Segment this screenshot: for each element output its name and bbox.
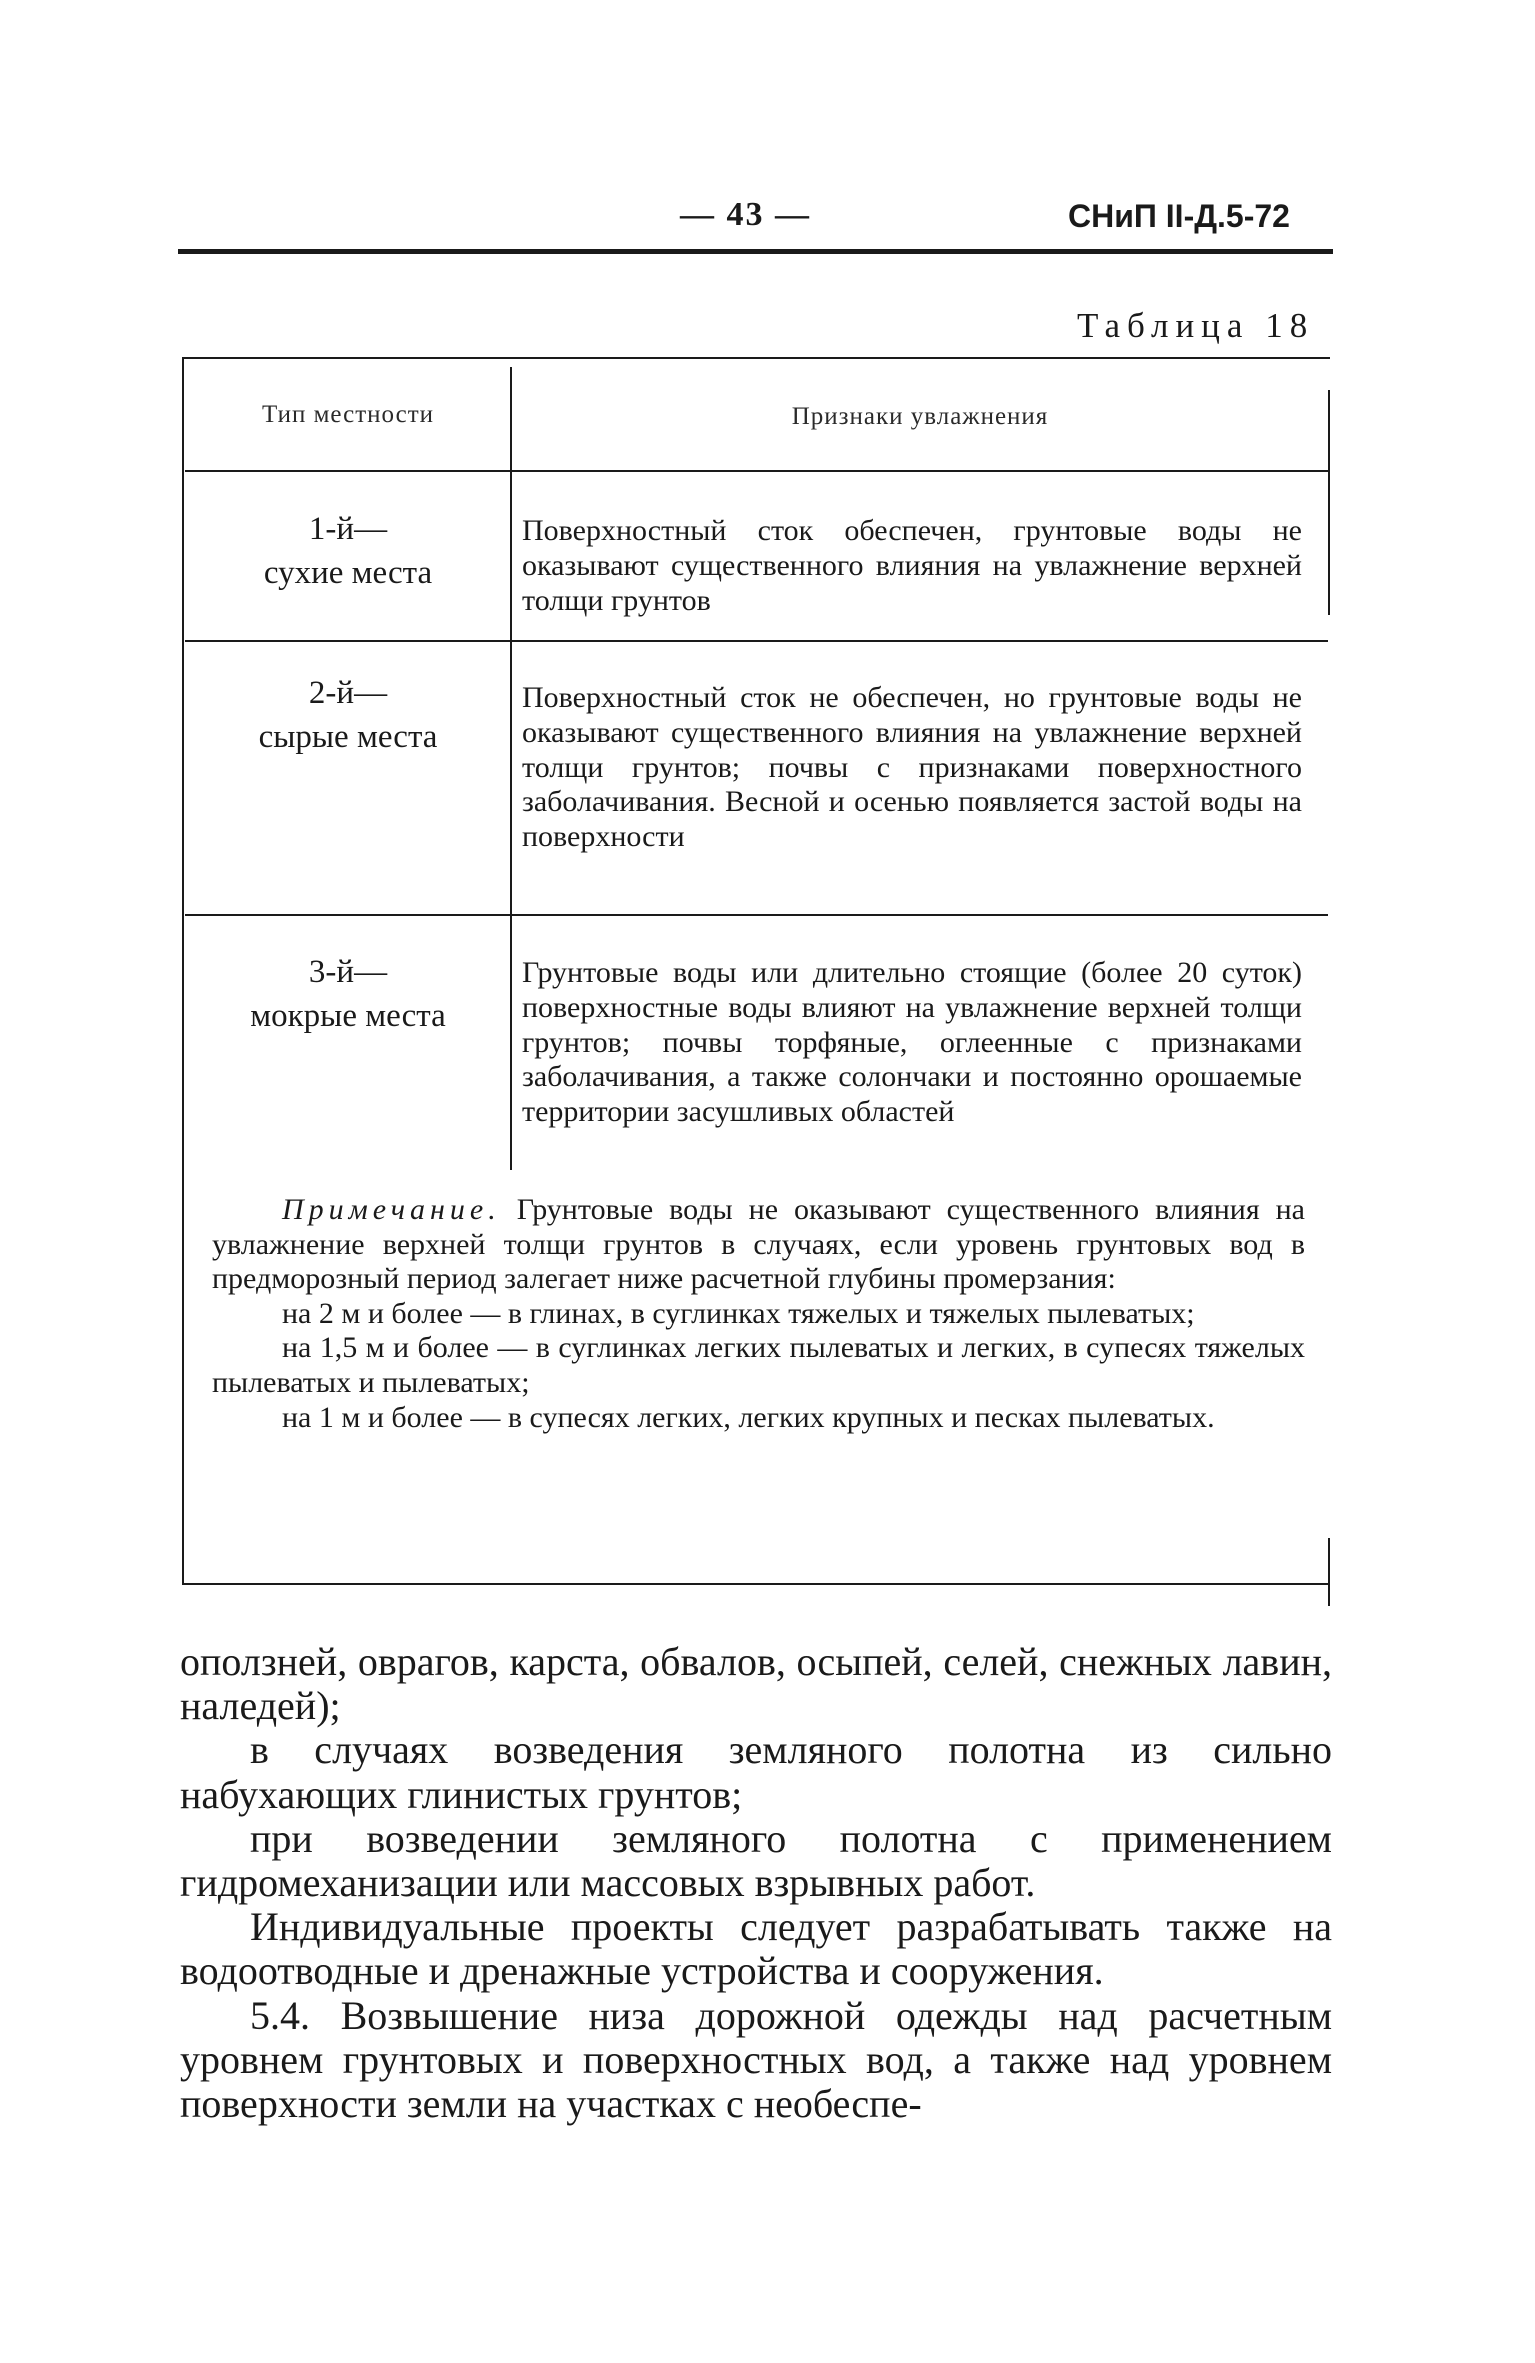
page-number: — 43 — xyxy=(680,196,811,233)
header-rule xyxy=(178,249,1333,254)
note-label: Примечание. xyxy=(282,1193,501,1226)
document-code: СНиП II-Д.5-72 xyxy=(1068,198,1290,234)
table-row1-rule xyxy=(185,640,1328,642)
row-2-type-name: сырые места xyxy=(258,719,438,755)
row-2-type-number: 2-й— xyxy=(308,675,388,711)
table-row-3-type xyxy=(185,950,511,1038)
table-caption: Таблица 18 xyxy=(1077,306,1315,345)
table-left-border xyxy=(182,357,184,1585)
table-row-2-type xyxy=(185,671,511,759)
note-text: Грунтовые воды не оказывают существенного влияния на увлажнение верхней толщи грунтов в случаях, если уровень грунтовых вод в предморозный период залегает ниже расчетной глубины промерзания: xyxy=(212,1193,1305,1296)
table-row-3-description: Грунтовые воды или длительно стоящие (более 20 суток) поверхностные воды влияют на увлажнение верхней толщи грунтов; почвы торфяные, оглеенные с признаками заболачивания, а также солончаки и постоянно орошаемые территории засушливых областей xyxy=(522,956,1302,1129)
row-1-type-name: сухие места xyxy=(263,555,433,591)
body-paragraph-5: 5.4. Возвышение низа дорожной одежды над расчетным уровнем грунтовых и поверхностных вод, а также над уровнем поверхности земли на участках с необеспе- xyxy=(180,1992,1332,2127)
table-note xyxy=(212,1193,1305,1435)
table-row-1-description: Поверхностный сток обеспечен, грунтовые воды не оказывают существенного влияния на увлажнение верхней толщи грунтов xyxy=(522,514,1302,617)
table-bottom-rule xyxy=(182,1583,1330,1585)
body-paragraph-1: оползней, оврагов, карста, обвалов, осыпей, селей, снежных лавин, наледей); xyxy=(180,1639,1332,1729)
table-top-rule xyxy=(182,357,1330,359)
body-text xyxy=(180,1640,1332,2126)
body-paragraph-4: Индивидуальные проекты следует разрабатывать также на водоотводные и дренажные устройства и сооружения. xyxy=(180,1904,1332,1994)
table-right-border xyxy=(1328,390,1330,615)
body-paragraph-2: в случаях возведения земляного полотна из сильно набухающих глинистых грунтов; xyxy=(180,1727,1332,1817)
table-right-border-lower xyxy=(1328,1538,1330,1606)
table-column-divider xyxy=(510,367,512,1170)
body-paragraph-3: при возведении земляного полотна с применением гидромеханизации или массовых взрывных работ. xyxy=(180,1815,1332,1906)
table-header-rule xyxy=(185,470,1328,472)
note-paragraph xyxy=(212,1193,1305,1297)
table-row-2-description: Поверхностный сток не обеспечен, но грунтовые воды не оказывают существенного влияния на увлажнение верхней толщи грунтов; почвы с признаками поверхностного заболачивания. Весной и осенью появляется застой воды на поверхности xyxy=(522,681,1302,854)
row-3-type-name: мокрые места xyxy=(250,998,446,1034)
note-item-2: на 1,5 м и более — в суглинках легких пылеватых и легких, в супесях тяжелых пылеватых и пылеватых; xyxy=(212,1331,1305,1399)
table-row-1-type xyxy=(185,507,511,595)
column-header-signs: Признаки увлажнения xyxy=(791,403,1049,430)
column-header-type: Тип местности xyxy=(261,401,435,428)
note-item-3: на 1 м и более — в супесях легких, легких крупных и песках пылеватых. xyxy=(282,1400,1215,1434)
row-3-type-number: 3-й— xyxy=(308,954,388,990)
note-item-1: на 2 м и более — в глинах, в суглинках тяжелых и тяжелых пылеватых; xyxy=(282,1296,1195,1330)
row-1-type-number: 1-й— xyxy=(308,511,388,547)
table-row2-rule xyxy=(185,914,1328,916)
